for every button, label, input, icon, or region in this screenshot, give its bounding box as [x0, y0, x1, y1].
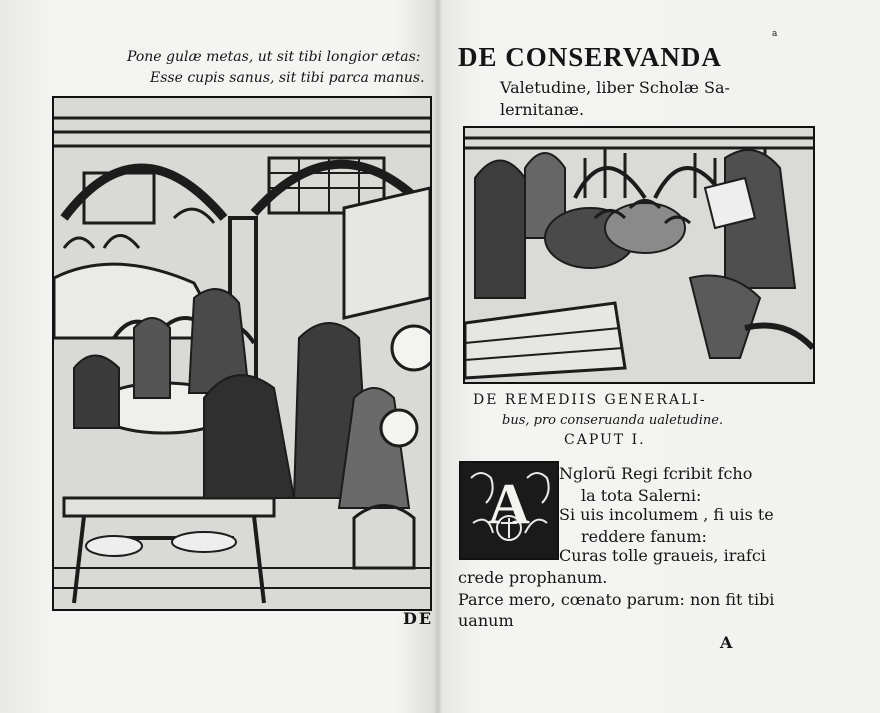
- book-gutter: [434, 0, 442, 713]
- section-heading-line-1: DE REMEDIIS GENERALI-: [473, 392, 707, 408]
- verse-line: Nglorũ Regi fcribit fcho: [559, 464, 753, 483]
- page-title: DE CONSERVANDA: [458, 42, 722, 72]
- initial-letter: A: [488, 471, 530, 536]
- verse-line: reddere fanum:: [581, 527, 707, 546]
- verse-line: Si uis incolumem , fi uis te: [559, 505, 774, 524]
- signature-mark: A: [720, 633, 733, 652]
- page-number: a: [772, 29, 778, 39]
- woodcut-feast-and-kitchen: [52, 96, 432, 611]
- motto-line-2: Esse cupis sanus, sit tibi parca manus.: [150, 70, 425, 86]
- chapter-heading: CAPUT I.: [564, 432, 646, 448]
- section-heading-line-2: bus, pro conseruanda ualetudine.: [502, 413, 724, 428]
- woodcut-lecture: [463, 126, 815, 384]
- verse-line: la tota Salerni:: [581, 486, 702, 505]
- decorated-initial: [459, 461, 559, 560]
- catchword: DE: [403, 609, 434, 628]
- verse-line: Parce mero, cœnato parum: non fit tibi: [458, 590, 775, 609]
- verse-line: Curas tolle graueis, irafci: [559, 546, 766, 565]
- subtitle-line-2: lernitanæ.: [500, 100, 585, 119]
- verse-line: crede prophanum.: [458, 568, 608, 587]
- motto-line-1: Pone gulæ metas, ut sit tibi longior ætas:: [127, 49, 421, 65]
- verse-line: uanum: [458, 611, 514, 630]
- subtitle-line-1: Valetudine, liber Scholæ Sa-: [500, 78, 730, 97]
